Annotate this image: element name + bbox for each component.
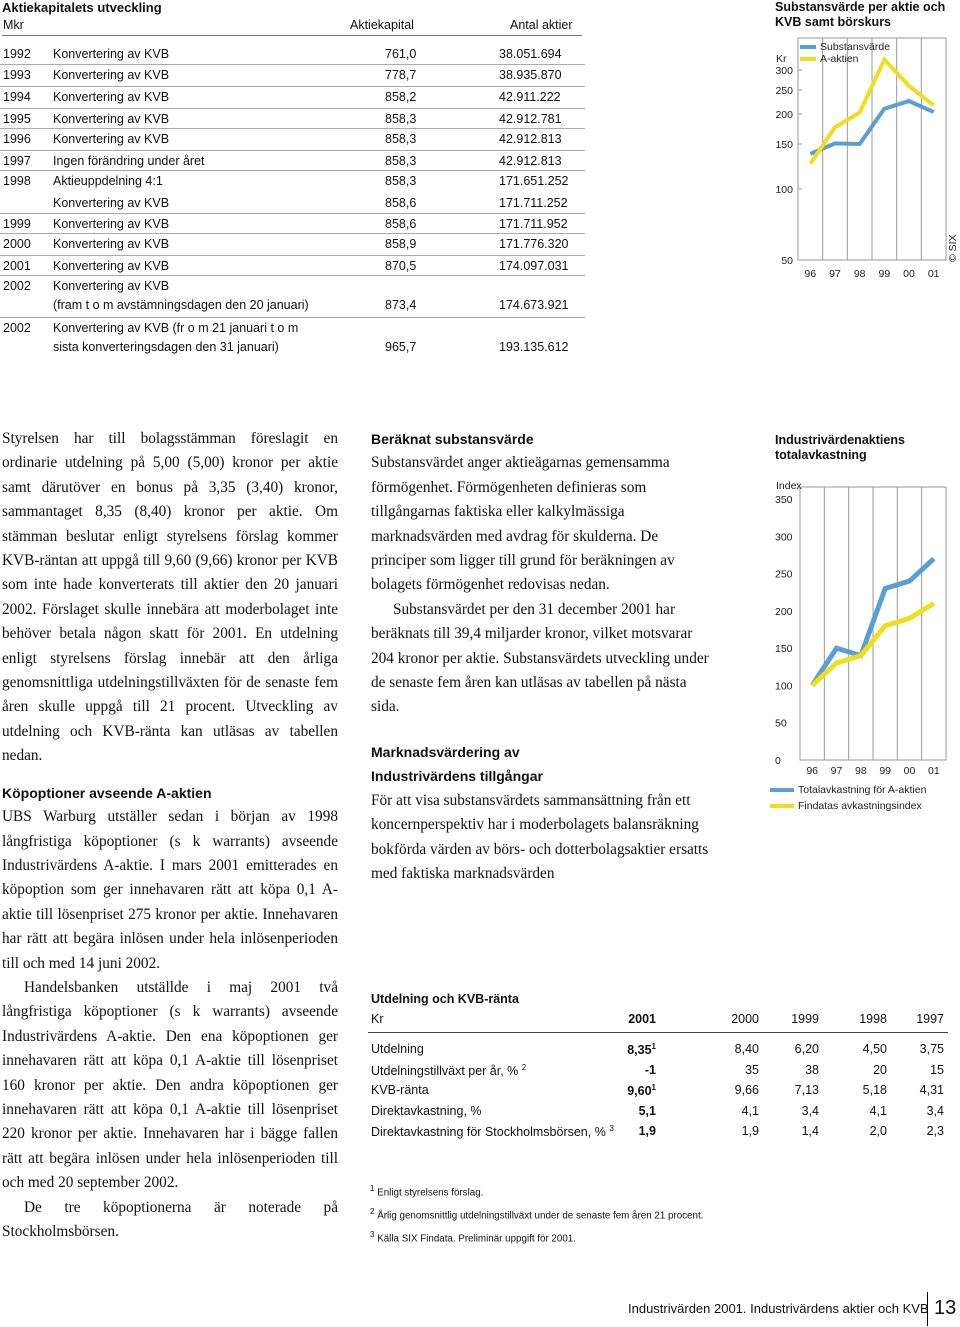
dividend-header-2001: 2001 [628,1012,656,1026]
capital-cell-desc: Konvertering av KVB [53,217,170,231]
capital-cell-capital: 870,5 [385,259,417,273]
chart2-ytick-label: 200 [775,605,793,618]
dividend-value: 2,3 [926,1124,944,1138]
middle-heading-substans: Beräknat substansvärde [371,431,534,447]
footnote-1-text: Enligt styrelsens förslag. [377,1187,484,1199]
chart1-legend-label: A-aktien [820,53,859,65]
dividend-value: 35 [745,1062,759,1077]
footnote-2-text: Årlig genomsnittlig utdelningstillväxt under de senaste fem åren 21 procent. [377,1210,704,1222]
dividend-value-2001-text: 1,9 [638,1124,656,1138]
dividend-value: 7,13 [794,1083,819,1097]
capital-cell-desc: Konvertering av KVB [53,132,170,146]
capital-cell-capital: 761,0 [385,47,417,61]
dividend-value: 3,4 [801,1103,819,1118]
dividend-value: 4,1 [741,1103,759,1118]
chart-substansvarde [775,0,960,30]
footnote-2 [370,1207,703,1221]
dividend-header-2000: 2000 [731,1012,759,1026]
chart2-ytick-label: 350 [775,494,793,506]
dividend-value-2001-text: -1 [644,1062,656,1077]
capital-table-row [0,295,585,315]
chart1-xtick-label: 98 [853,268,866,280]
capital-cell-capital: 778,7 [385,68,417,82]
capital-table-row [0,337,585,357]
capital-cell-shares: 42.912.813 [499,132,562,146]
dividend-value-2001-footnote: 1 [651,1042,656,1051]
dividend-value: 3,75 [919,1042,944,1056]
capital-table-row [0,64,585,85]
chart2-xtick-label: 01 [927,765,940,777]
dividend-row-label-text: Utdelning [371,1042,424,1056]
capital-cell-shares: 193.135.612 [499,340,569,354]
chart1-ytick-label: 100 [775,184,793,196]
capital-cell-desc: Konvertering av KVB (fr o m 21 januari t o m [53,321,299,335]
capital-cell-year: 2002 [3,279,31,293]
left-p1: Styrelsen har till bolagsstämman föreslagit en ordinarie utdelning på 5,00 (5,00) kronor per aktie samt därutöver en bonus på 3,35 (3,40) kronor, sammantaget 8,35 (8,40) kronor per aktie. Om stämman beslutar enligt styrelsens förslag kommer KVB-räntan att uppgå till 9,60 (9,66) kronor per KVB som inte hade konverterats till aktier den 20 januari 2002. Förslaget skulle innebära att moderbolaget inte behöver betala någon skatt för 2001. En utdelning enligt styrelsens förslag innebär att den årliga genomsnittliga utdelningstillväxten för de senaste fem åren skulle uppgå till 21 procent. Utveckling av utdelning och KVB-ränta kan utläsas av tabellen nedan. [2,430,338,765]
left-p2: UBS Warburg utställer sedan i början av 1998 långfristiga köpoptioner (s k warrants) avseende Industrivärdens A-aktie. I mars 2001 emitterades en köpoption som ger innehavaren rätt att köpa 0,1 A-aktie till lösenpriset 275 kronor per aktie. Innehavaren har rätt att begära inlösen under hela inlösenperioden till och med 14 juni 2002. [2,808,338,972]
chart1-xtick-label: 01 [927,268,940,280]
page-number: 13 [934,1297,957,1319]
capital-table-row [0,44,585,64]
capital-cell-shares: 171.651.252 [499,174,569,188]
dividend-row-label-footnote: 2 [521,1062,527,1072]
capital-cell-desc: Aktieuppdelning 4:1 [53,174,163,188]
left-p4: De tre köpoptionerna är noterade på Stockholmsbörsen. [2,1198,338,1240]
dividend-header-1997: 1997 [916,1012,944,1026]
dividend-value-2001-text: 5,1 [638,1103,656,1118]
capital-cell-year: 1995 [3,112,31,126]
middle-heading-market-b: Industrivärdens tillgångar [371,768,543,785]
dividend-value: 38 [805,1062,819,1077]
dividend-row-label-text: KVB-ränta [371,1083,429,1097]
chart2-ytick-label: 300 [775,531,793,544]
capital-cell-capital: 858,3 [385,154,417,168]
capital-cell-shares: 171.711.952 [499,217,568,231]
capital-cell-capital: 858,6 [385,217,417,231]
chart1-ytick-label: 200 [775,109,793,121]
capital-cell-capital: 858,2 [385,90,417,104]
chart1-xtick-label: 00 [903,268,915,280]
capital-cell-capital: 965,7 [385,340,417,354]
chart1-copyright: © SIX [947,234,959,262]
capital-cell-year: 1999 [3,217,31,231]
capital-cell-desc: Ingen förändring under året [53,154,205,168]
dividend-row-label-text: Direktavkastning, % [371,1103,482,1118]
capital-cell-year: 1992 [3,47,31,61]
middle-column [371,427,709,886]
chart2-legend-label: Totalavkastning för A-aktien [798,784,927,796]
dividend-table-title: Utdelning och KVB-ränta [371,992,519,1006]
chart-totalavkastning [775,433,960,463]
chart2-xtick-label: 98 [854,765,867,777]
chart2-ytick-label: 150 [775,643,793,656]
header-unit: Mkr [3,18,24,32]
capital-cell-desc: Konvertering av KVB [53,196,170,210]
chart1-ytick-label: 300 [775,65,793,77]
capital-table-row [0,275,585,296]
footer-text: Industrivärden 2001. Industrivärdens aktier och KVB [628,1301,929,1316]
dividend-row-label-footnote: 3 [609,1124,614,1133]
capital-table-row [0,317,585,338]
capital-table-row [0,150,585,171]
chart2-xtick-label: 97 [830,765,843,777]
dividend-table-row [368,1124,948,1144]
capital-cell-shares: 38.935.870 [499,68,562,82]
capital-cell-shares: 38.051.694 [499,47,562,61]
dividend-value-2001 [596,1063,656,1077]
chart1-xtick-label: 97 [829,268,841,280]
capital-cell-year: 2001 [3,259,31,273]
dividend-row-label-text: Utdelningstillväxt per år, % [371,1063,519,1078]
dividend-value-2001-footnote: 1 [651,1083,656,1092]
capital-cell-year: 1994 [3,90,31,104]
dividend-table-row [368,1104,948,1124]
chart1-svg [760,34,960,304]
capital-table-header [2,18,582,36]
dividend-value: 15 [930,1062,944,1077]
capital-cell-desc: Konvertering av KVB [53,279,170,293]
dividend-row-label [371,1063,526,1078]
capital-cell-year: 1997 [3,154,31,168]
dividend-value: 4,1 [869,1103,887,1118]
capital-cell-desc: (fram t o m avstämningsdagen den 20 januari) [53,298,309,312]
dividend-table-header [368,1012,948,1033]
chart1-ylabel: Kr [776,53,787,65]
header-capital: Aktiekapital [350,18,414,32]
capital-table-row [0,193,585,213]
capital-cell-year: 1996 [3,132,31,146]
footnote-1 [370,1184,483,1198]
dividend-header-unit: Kr [371,1012,384,1026]
capital-table-row [0,255,585,276]
dividend-value-2001-text: 8,35 [627,1043,652,1058]
capital-cell-year: 1993 [3,68,31,82]
capital-cell-shares: 171.711.252 [499,196,568,210]
capital-cell-shares: 174.673.921 [499,298,569,312]
footnote-3-text: Källa SIX Findata. Preliminär uppgift för 2001. [377,1233,576,1245]
chart1-title: Substansvärde per aktie och KVB samt börskurs [775,0,946,29]
capital-cell-desc: Konvertering av KVB [53,259,170,273]
capital-cell-shares: 174.097.031 [499,259,569,273]
chart2-xtick-label: 96 [806,765,819,777]
dividend-row-label [371,1104,481,1118]
dividend-row-label [371,1042,424,1056]
dividend-table-row [368,1063,948,1083]
dividend-row-label-text: Direktavkastning för Stockholmsbörsen, % [371,1125,606,1140]
left-heading-options: Köpoptioner avseende A-aktien [2,784,212,801]
capital-table-row [0,86,585,107]
dividend-table-row [368,1042,948,1062]
dividend-value: 20 [873,1062,887,1077]
chart2-ytick-label: 50 [775,717,787,730]
capital-cell-capital: 858,3 [385,132,417,146]
dividend-value: 8,40 [734,1042,759,1056]
capital-cell-year: 2000 [3,237,31,251]
capital-cell-desc: Konvertering av KVB [53,112,170,126]
dividend-value: 4,31 [919,1083,944,1097]
left-column [2,427,338,1244]
chart2-legend-label: Findatas avkastningsindex [798,800,922,812]
chart2-xtick-label: 00 [903,765,916,777]
middle-p2: Substansvärdet per den 31 december 2001 har beräknats till 39,4 miljarder kronor, vilket motsvarar 204 kronor per aktie. Substansvärdets utveckling under de senaste fem åren kan utläsas av tabellen på nästa sida. [371,600,709,716]
capital-cell-desc: Konvertering av KVB [53,47,170,61]
capital-table-row [0,170,585,191]
capital-cell-shares: 42.912.781 [499,112,562,126]
capital-table-row [0,233,585,254]
chart1-legend-label: Substansvärde [820,41,891,53]
dividend-value: 2,0 [869,1124,887,1138]
capital-table-row [0,128,585,149]
capital-cell-desc: Konvertering av KVB [53,68,170,82]
dividend-value-2001 [596,1042,656,1057]
capital-cell-capital: 858,3 [385,174,417,188]
capital-cell-shares: 42.912.813 [499,154,562,168]
capital-table-row [0,213,585,234]
capital-cell-shares: 171.776.320 [499,237,569,251]
footnote-3 [370,1230,576,1244]
capital-cell-year: 1998 [3,174,31,188]
chart2-title: Industrivärdenaktiens totalavkastning [775,433,905,462]
capital-cell-capital: 858,9 [385,237,417,251]
capital-cell-year: 2002 [3,321,31,335]
capital-cell-capital: 858,6 [385,196,417,210]
capital-table-title: Aktiekapitalets utveckling [2,0,162,15]
chart1-ytick-label: 150 [775,139,793,151]
header-shares: Antal aktier [510,18,573,32]
chart2-ytick-label: 250 [775,568,793,581]
chart1-xtick-label: 99 [878,268,891,280]
middle-p3: För att visa substansvärdets sammansättning från ett koncernperspektiv har i moderbolagets balansräkning bokförda värden av börs- och dotterbolagsaktier ersatts med faktiska marknadsvärden [371,791,709,882]
capital-cell-capital: 873,4 [385,298,417,312]
chart2-ytick-label: 100 [775,680,793,693]
dividend-value-2001 [596,1104,656,1118]
footnote-3-mark: 3 [370,1230,375,1239]
chart1-ytick-label: 50 [781,255,793,267]
middle-p1: Substansvärdet anger aktieägarnas gemensamma förmögenhet. Förmögenheten definieras som tillgångarnas faktiska eller kalkylmässiga marknadsvärden med avdrag för skulderna. De principer som ligger till grund för beräkningen av bolagets förmögenhet redovisas nedan. [371,454,675,594]
left-p3: Handelsbanken utställde i maj 2001 två långfristiga köpoptioner (s k warrants) avseende Industrivärdens A-aktie. Den ena köpoptionen ger innehavaren rätt att köpa 0,1 A-aktie till lösenpriset 160 kronor per aktie. Den andra köpoptionen ger innehavaren rätt att köpa 0,1 A-aktie till lösenpriset 220 kronor per aktie. Innehavaren har i bägge fallen rätt att begära inlösen under hela inlösenperioden till och med 20 september 2002. [2,978,338,1192]
dividend-value-2001 [596,1124,656,1138]
dividend-header-1998: 1998 [859,1012,887,1026]
dividend-value: 1,9 [741,1124,759,1138]
dividend-row-label [371,1083,429,1097]
dividend-value: 3,4 [926,1103,944,1118]
chart2-ylabel: Index [776,480,802,492]
dividend-value: 9,66 [734,1083,759,1097]
dividend-value: 4,50 [862,1042,887,1056]
dividend-value: 6,20 [794,1042,819,1056]
capital-cell-capital: 858,3 [385,112,417,126]
capital-cell-desc: Konvertering av KVB [53,237,170,251]
dividend-value: 5,18 [862,1083,887,1097]
capital-cell-desc: Konvertering av KVB [53,90,170,104]
footnote-2-mark: 2 [370,1207,375,1216]
capital-cell-shares: 42.911.222 [499,90,561,104]
chart2-ytick-label: 0 [775,755,781,767]
footnote-1-mark: 1 [370,1184,375,1193]
chart1-ytick-label: 250 [775,85,793,97]
dividend-table-row [368,1083,948,1103]
dividend-header-1999: 1999 [791,1012,819,1026]
dividend-value: 1,4 [801,1124,819,1138]
chart2-xtick-label: 99 [879,765,892,777]
chart2-svg [760,475,960,820]
capital-cell-desc: sista konverteringsdagen den 31 januari) [53,340,279,354]
middle-heading-market-a: Marknadsvärdering av [371,743,520,760]
capital-table-row [0,108,585,129]
dividend-row-label [371,1124,614,1139]
dividend-value-2001 [596,1083,656,1098]
dividend-value-2001-text: 9,60 [627,1084,652,1099]
chart1-xtick-label: 96 [804,268,817,280]
